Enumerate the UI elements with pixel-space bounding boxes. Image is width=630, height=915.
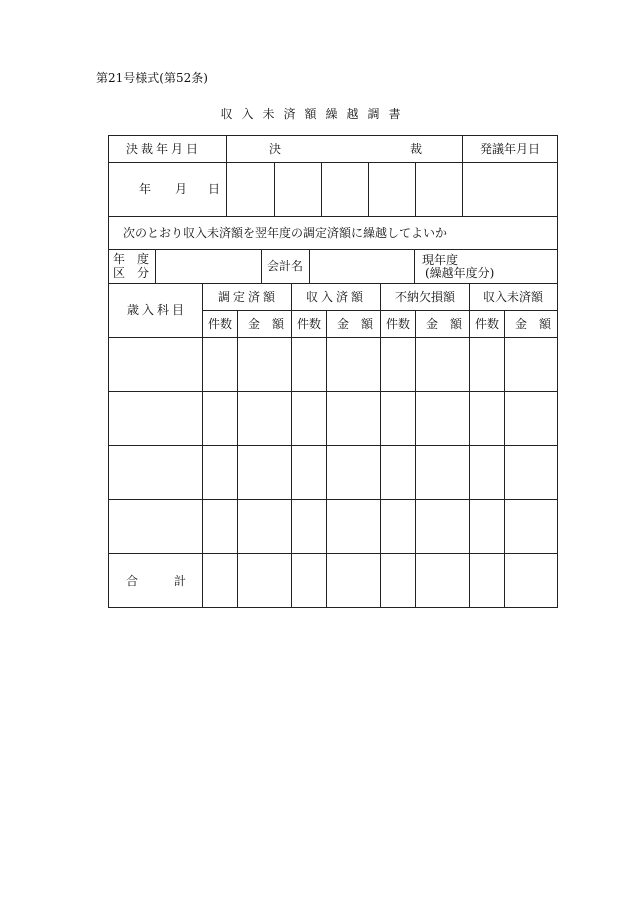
total-label: 合 計: [126, 574, 187, 588]
date-month: 月: [175, 182, 188, 196]
count-header-4: 件数: [475, 317, 500, 331]
count-header-2: 件数: [297, 317, 322, 331]
amount-header-1: 金 額: [248, 317, 285, 331]
decision-label-left: 決: [269, 142, 282, 156]
count-header-3: 件数: [386, 317, 411, 331]
group-header-assessed: 調定済額: [218, 290, 279, 304]
form-number: 第21号様式(第52条): [96, 71, 208, 85]
account-name-label: 会計名: [267, 259, 304, 273]
carryover-year-label: (繰越年度分): [425, 266, 495, 280]
carryover-statement: 次のとおり収入未済額を翌年度の調定済額に繰越してよいか: [123, 226, 448, 240]
group-header-deficit: 不納欠損額: [395, 290, 456, 304]
amount-header-3: 金 額: [426, 317, 463, 331]
date-day: 日: [208, 182, 221, 196]
group-header-unpaid: 収入未済額: [483, 290, 544, 304]
amount-header-4: 金 額: [515, 317, 552, 331]
division-label: 区 分: [113, 266, 150, 280]
date-year: 年: [139, 182, 152, 196]
decision-label-right: 裁: [410, 142, 423, 156]
decision-date-label: 決裁年月日: [126, 142, 202, 156]
count-header-1: 件数: [208, 317, 233, 331]
group-header-received: 収入済額: [306, 290, 367, 304]
revenue-item-header: 歳入科目: [127, 303, 188, 317]
document-title: 収入未済額繰越調書: [220, 107, 410, 121]
proposal-date-label: 発議年月日: [480, 142, 541, 156]
fiscal-year-label: 年 度: [113, 252, 150, 266]
form-border: [109, 136, 558, 608]
amount-header-2: 金 額: [337, 317, 374, 331]
current-year-label: 現年度: [422, 253, 459, 267]
